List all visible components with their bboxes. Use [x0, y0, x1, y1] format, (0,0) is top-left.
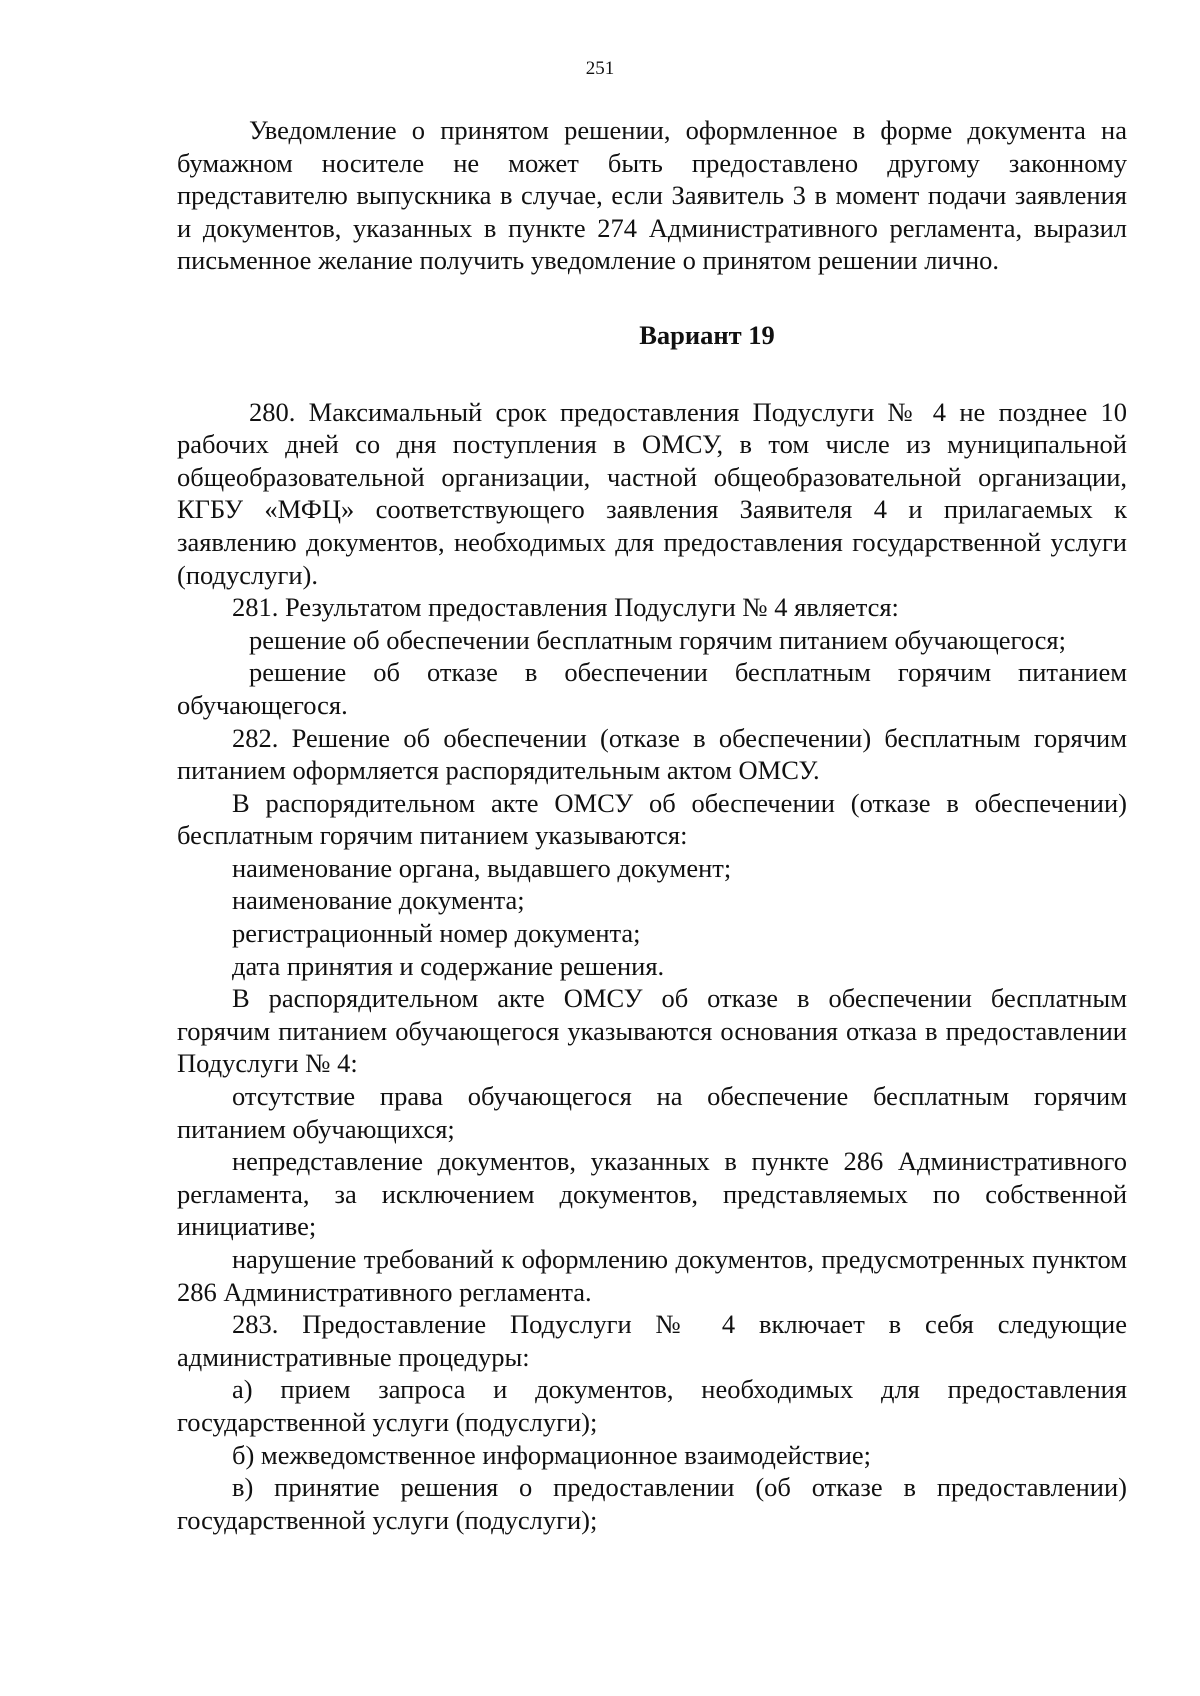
- act-item-doc-name: наименование документа;: [232, 885, 525, 916]
- procedure-item-c: в) принятие решения о предоставлении (об отказе в предоставлении) государственной услуги (подуслуги);: [177, 1472, 1127, 1535]
- act-item-reg-number: регистрационный номер документа;: [232, 918, 641, 949]
- act-item-date: дата принятия и содержание решения.: [232, 950, 665, 981]
- paragraph-refusal-grounds: В распорядительном акте ОМСУ об отказе в обеспечении бесплатным горячим питанием обучающегося указываются основания отказа в предоставлении Подуслуги № 4:: [177, 983, 1127, 1079]
- procedure-item-b: б) межведомственное информационное взаимодействие;: [232, 1439, 872, 1470]
- paragraph-280: 280. Максимальный срок предоставления Подуслуги № 4 не позднее 10 рабочих дней со дня поступления в ОМСУ, в том числе из муниципальной общеобразовательной организации, частной общеобразовательной организации, КГБУ «МФЦ» соответствующего заявления Заявителя 4 и прилагаемых к заявлению документов, необходимых для предоставления государственной услуги (подуслуги).: [177, 396, 1127, 590]
- paragraph-282: 282. Решение об обеспечении (отказе в обеспечении) бесплатным горячим питанием оформляется распорядительным актом ОМСУ.: [177, 722, 1127, 786]
- section-heading: [177, 319, 1127, 352]
- paragraph-283: 283. Предоставление Подуслуги № 4 включает в себя следующие административные процедуры:: [177, 1309, 1127, 1372]
- ground-item-violation: нарушение требований к оформлению документов, предусмотренных пунктом 286 Административного регламента.: [177, 1244, 1127, 1307]
- result-item-provision: решение об обеспечении бесплатным горячим питанием обучающегося;: [249, 624, 1066, 655]
- paragraph-act-contents: В распорядительном акте ОМСУ об обеспечении (отказе в обеспечении) бесплатным горячим питанием указываются:: [177, 787, 1127, 851]
- result-item-refusal: решение об отказе в обеспечении бесплатным горячим питанием обучающегося.: [177, 657, 1127, 720]
- section-heading-text: Вариант 19: [639, 319, 775, 350]
- ground-item-no-right: отсутствие права обучающегося на обеспечение бесплатным горячим питанием обучающихся;: [177, 1081, 1127, 1144]
- act-item-organ: наименование органа, выдавшего документ;: [232, 852, 732, 883]
- document-body: [177, 114, 1127, 1536]
- procedure-item-a: а) прием запроса и документов, необходимых для предоставления государственной услуги (подуслуги);: [177, 1374, 1127, 1437]
- page-number: 251: [585, 58, 615, 79]
- ground-item-no-documents: непредставление документов, указанных в пункте 286 Административного регламента, за исключением документов, представляемых по собственной инициативе;: [177, 1146, 1127, 1242]
- paragraph-281: 281. Результатом предоставления Подуслуги № 4 является:: [232, 592, 899, 623]
- intro-paragraph: Уведомление о принятом решении, оформленное в форме документа на бумажном носителе не может быть предоставлено другому законному представителю выпускника в случае, если Заявитель 3 в момент подачи заявления и документов, указанных в пункте 274 Административного регламента, выразил письменное желание получить уведомление о принятом решении лично.: [177, 115, 1127, 276]
